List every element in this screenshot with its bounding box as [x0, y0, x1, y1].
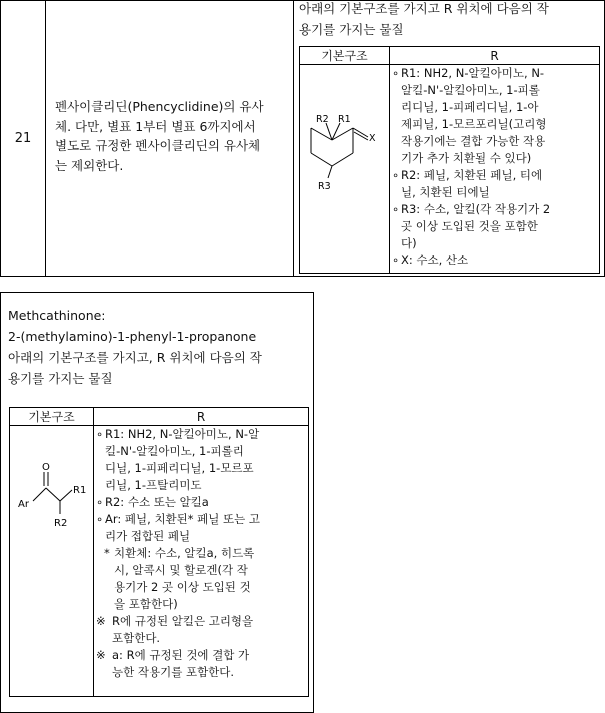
- table-row-21: [0, 0, 605, 277]
- label-ar: Ar: [18, 499, 29, 510]
- phencyclidine-structure: [300, 65, 390, 273]
- structure-table: [9, 407, 309, 697]
- r-item: ∘ R1: NH2, N-알킬아미노, N-알 킬-N'-알킬아미노, 1-피롤리 디닐, 1-피페리디닐, 1-모르포 리닐, 1-프탈리미도: [96, 427, 260, 492]
- r-item: ∘ R1: NH2, N-알킬아미노, N- 알킬-N'-알킬아미노, 1-피롤 리디닐, 1-피페리디닐, 1-아 제피닐, 1-모르포리닐(고리형 작용기에는 결합 가능한 작용 기가 추가 치환될 수 있다): [392, 66, 547, 165]
- label-o: O: [42, 462, 50, 473]
- r-item: ∘ R2: 수소 또는 알킬a: [96, 495, 209, 509]
- substance-name-cell: [46, 1, 294, 276]
- bullet-icon: ∘: [392, 168, 400, 182]
- structure-table: [299, 46, 600, 274]
- r-item: ∘ R3: 수소, 알킬(각 작용기가 2 곳 이상 도입된 것을 포함한 다): [392, 202, 551, 250]
- structure-description-cell: [294, 1, 604, 276]
- title-line: 아래의 기본구조를 가지고, R 위치에 다음의 작: [8, 350, 262, 365]
- structure-description: [299, 0, 599, 40]
- label-r1: R1: [338, 114, 351, 125]
- header-r: R: [390, 47, 599, 65]
- reference-mark-icon: ※: [96, 648, 106, 662]
- ketone-structure-icon: [10, 426, 94, 696]
- r-item: ∘ X: 수소, 산소: [392, 253, 469, 267]
- r-item: ※ a: R에 규정된 것에 결합 가 능한 작용기를 포함한다.: [96, 648, 250, 679]
- header-structure: 기본구조: [10, 408, 94, 426]
- label-r1: R1: [73, 485, 87, 496]
- r-item: * 치환체: 수소, 알킬a, 히드록 시, 알콕시 및 할로겐(각 작 용기가 2 곳 이상 도입된 것 을 포함한다): [104, 546, 255, 611]
- header-r: R: [94, 408, 308, 426]
- methcathinone-structure: [10, 426, 94, 696]
- label-x: X: [369, 133, 376, 144]
- r-item: ∘ Ar: 페닐, 치환된* 페닐 또는 고 리가 접합된 페닐: [96, 512, 261, 543]
- methcathinone-description: [8, 285, 308, 389]
- r-definitions: [94, 426, 308, 696]
- r-definitions: [390, 65, 599, 273]
- r-item: ∘ R2: 페닐, 치환된 페닐, 티에 닐, 치환된 티에닐: [392, 168, 543, 199]
- bullet-icon: ∘: [96, 495, 104, 509]
- reference-mark-icon: ※: [96, 614, 106, 628]
- label-r3: R3: [318, 181, 331, 192]
- bullet-icon: ∘: [96, 512, 104, 526]
- label-r2: R2: [316, 114, 329, 125]
- title-line: Methcathinone:: [8, 308, 106, 323]
- r-item: ※ R에 규정된 알킬은 고리형을 포함한다.: [96, 614, 254, 645]
- methcathinone-box: [0, 292, 314, 713]
- desc-line: 용기를 가지는 물질: [299, 22, 404, 37]
- header-structure: 기본구조: [300, 47, 390, 65]
- name-line: 체. 다만, 별표 1부터 별표 6까지에서: [55, 118, 256, 134]
- bullet-icon: ∘: [96, 427, 104, 441]
- bullet-icon: ∘: [392, 66, 400, 80]
- cyclohexane-structure-icon: [300, 65, 390, 273]
- title-line: 용기를 가지는 물질: [8, 371, 113, 386]
- label-r2: R2: [54, 518, 68, 529]
- substance-name: [55, 97, 287, 175]
- bullet-icon: ∘: [392, 202, 400, 216]
- asterisk-icon: *: [104, 546, 110, 560]
- name-line: 별도로 규정한 펜사이클리딘의 유사체: [55, 138, 261, 153]
- name-line: 는 제외한다.: [55, 157, 124, 173]
- row-number: 21: [1, 1, 46, 276]
- bullet-icon: ∘: [392, 253, 400, 267]
- name-line: 펜사이클리딘(Phencyclidine)의 유사: [55, 99, 264, 114]
- desc-line: 아래의 기본구조를 가지고 R 위치에 다음의 작: [299, 1, 549, 16]
- title-line: 2-(methylamino)-1-phenyl-1-propanone: [8, 329, 257, 344]
